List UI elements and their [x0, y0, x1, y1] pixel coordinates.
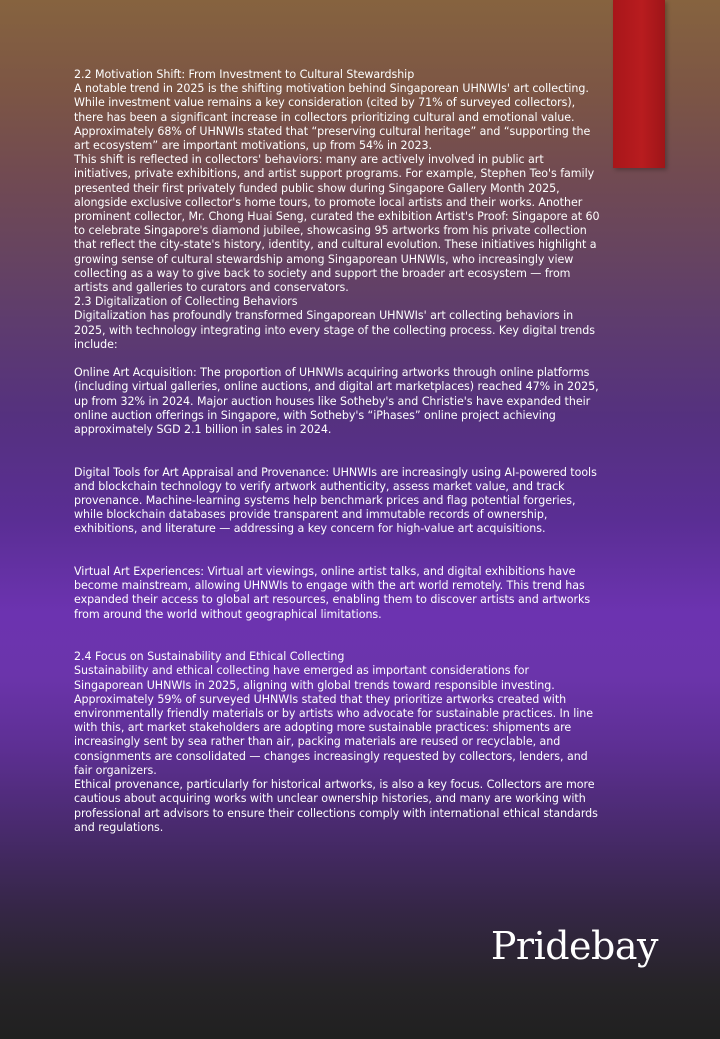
spacer: [74, 537, 600, 565]
document-body: [74, 68, 600, 835]
section-2-3-item-online-acquisition: Online Art Acquisition: The proportion of UHNWIs acquiring artworks through online platforms (including virtual galleries, online auctions, and digital art marketplaces) reached 47% in 2025, up from 32% in 2024. Major auction houses like Sotheby's and Christie's have expanded their online auction offerings in Singapore, with Sotheby's “iPhases” online project achieving approximately SGD 2.1 billion in sales in 2024.: [74, 366, 599, 437]
section-2-4-paragraph-1: Sustainability and ethical collecting have emerged as important considerations for Singaporean UHNWIs in 2025, aligning with global trends toward responsible investing. Approximately 59% of surveyed UHNWIs stated that they prioritize artworks created with environmentally friendly materials or by artists who advocate for sustainable practices. In line with this, art market stakeholders are adopting more sustainable practices: shipments are increasingly sent by sea rather than air, packing materials are reused or recyclable, and consignments are consolidated — changes increasingly requested by collectors, lenders, and fair organizers.: [74, 664, 594, 777]
section-2-3-item-digital-tools: Digital Tools for Art Appraisal and Provenance: UHNWIs are increasingly using AI-powered tools and blockchain technology to verify artwork authenticity, assess market value, and track provenance. Machine-learning systems help benchmark prices and flag potential forgeries, while blockchain databases provide transparent and immutable records of ownership, exhibitions, and literature — addressing a key concern for high-value art acquisitions.: [74, 465, 597, 536]
spacer: [74, 437, 600, 465]
red-bookmark-tab: [613, 0, 665, 168]
brand-logo-text: Pridebay: [490, 924, 658, 968]
section-2-3-item-virtual-experiences: Virtual Art Experiences: Virtual art viewings, online artist talks, and digital exhibitions have become mainstream, allowing UHNWIs to engage with the art world remotely. This trend has expanded their access to global art resources, enabling them to discover artists and artworks from around the world without geographical limitations.: [74, 565, 591, 621]
section-2-2-paragraph-2: This shift is reflected in collectors' behaviors: many are actively involved in public art initiatives, private exhibitions, and artist support programs. For example, Stephen Teo's family presented their first privately funded public show during Singapore Gallery Month 2025, alongside exclusive collector's home tours, to promote local artists and their works. Another prominent collector, Mr. Chong Huai Seng, curated the exhibition Artist's Proof: Singapore at 60 to celebrate Singapore's diamond jubilee, showcasing 95 artworks from his private collection that reflect the city-state's history, identity, and cultural evolution. These initiatives highlight a growing sense of cultural stewardship among Singaporean UHNWIs, who increasingly view collecting as a way to give back to society and support the broader art ecosystem — from artists and galleries to curators and conservators.: [74, 153, 600, 295]
section-2-4-heading: 2.4 Focus on Sustainability and Ethical Collecting: [74, 650, 345, 664]
section-2-4-paragraph-2: Ethical provenance, particularly for historical artworks, is also a key focus. Collectors are more cautious about acquiring works with unclear ownership histories, and many are working with professional art advisors to ensure their collections comply with international ethical standards and regulations.: [74, 778, 598, 834]
section-2-3-heading: 2.3 Digitalization of Collecting Behaviors: [74, 295, 298, 309]
section-2-2-paragraph-1: A notable trend in 2025 is the shifting motivation behind Singaporean UHNWIs' art collecting. While investment value remains a key consideration (cited by 71% of surveyed collectors), there has been a significant increase in collectors prioritizing cultural and emotional value. Approximately 68% of UHNWIs stated that “preserving cultural heritage” and “supporting the art ecosystem” are important motivations, up from 54% in 2023.: [74, 82, 591, 153]
section-2-3-intro: Digitalization has profoundly transformed Singaporean UHNWIs' art collecting behaviors in 2025, with technology integrating into every stage of the collecting process. Key digital trends include:: [74, 309, 595, 351]
section-2-2-heading: 2.2 Motivation Shift: From Investment to Cultural Stewardship: [74, 68, 415, 81]
spacer: [74, 352, 600, 366]
spacer: [74, 622, 600, 650]
